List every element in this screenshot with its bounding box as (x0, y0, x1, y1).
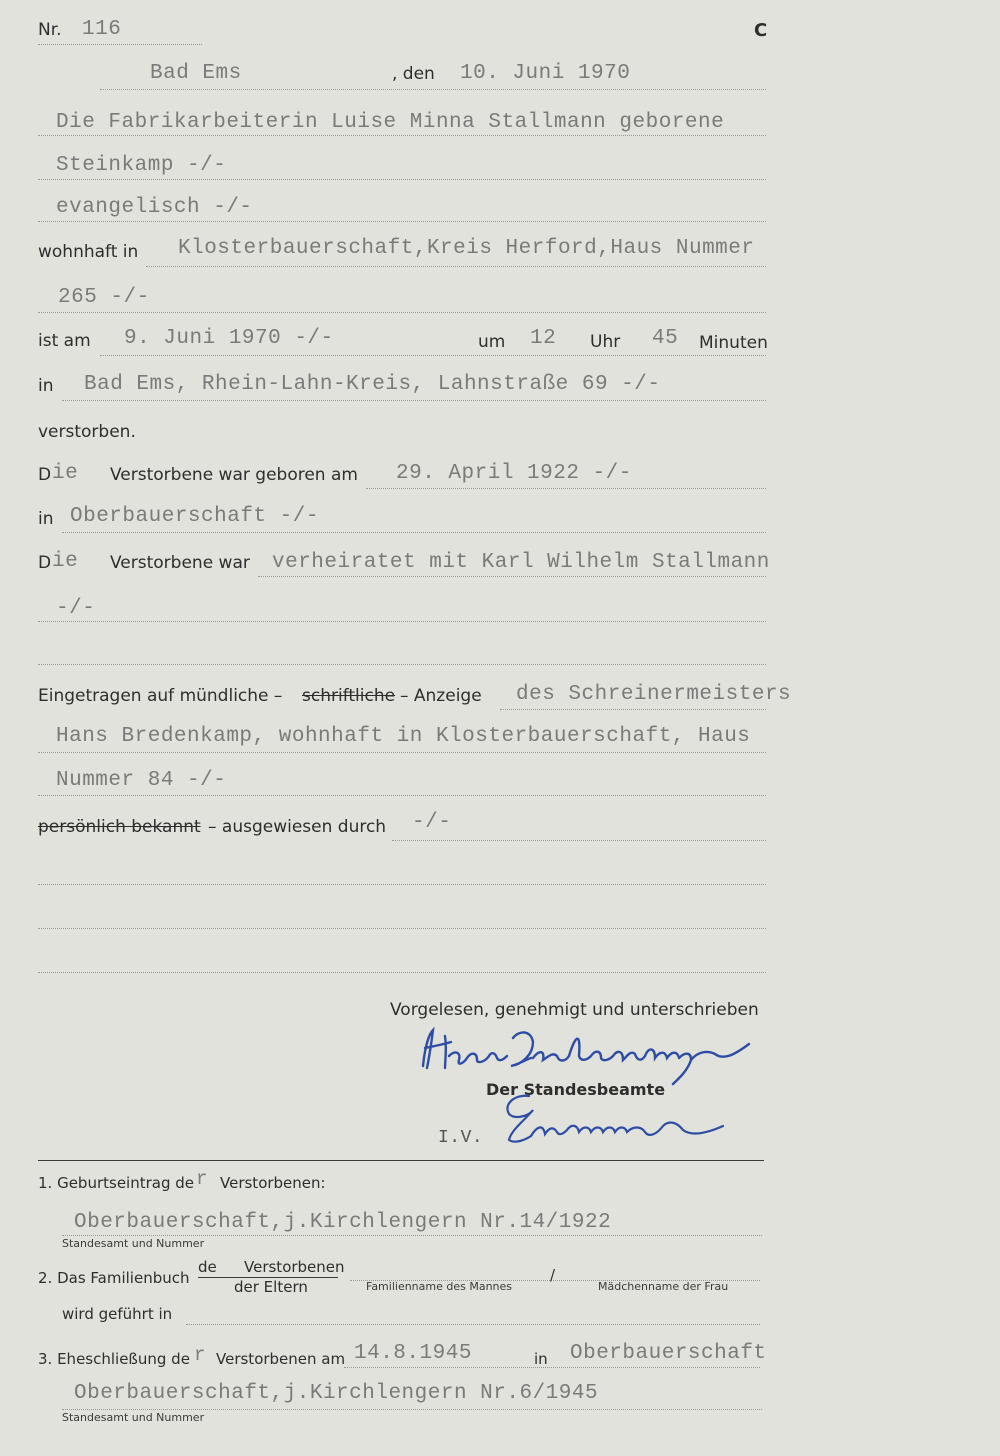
divider (100, 89, 766, 90)
death-minutes: 45 (652, 327, 679, 350)
marital-status: verheiratet mit Karl Wilhelm Stallmann (272, 551, 770, 574)
nr-label: Nr. (38, 20, 62, 40)
divider (38, 664, 766, 665)
register-number: 116 (82, 18, 122, 41)
die-typed: ie (52, 550, 79, 573)
note3-in: in (534, 1350, 548, 1368)
in-label: in (38, 376, 54, 396)
note3-value: Oberbauerschaft,j.Kirchlengern Nr.6/1945 (74, 1382, 599, 1405)
divider (146, 266, 766, 267)
divider (62, 1409, 762, 1410)
divider (38, 44, 202, 45)
divider (100, 355, 766, 356)
note2-label-b: wird geführt in (62, 1305, 173, 1323)
den-label: , den (392, 64, 435, 84)
die-prefix: D (38, 553, 52, 573)
registry-place: Bad Ems (150, 62, 242, 85)
official-signature (495, 1090, 735, 1150)
entry-label-struck: schriftliche (302, 686, 396, 706)
note1-value: Oberbauerschaft,j.Kirchlengern Nr.14/1922 (74, 1211, 612, 1234)
wohnhaft-label: wohnhaft in (38, 242, 139, 262)
divider (38, 752, 766, 753)
die-typed: ie (52, 462, 79, 485)
deceased-name-line2: Steinkamp -/- (56, 154, 227, 177)
informant-line3: Nummer 84 -/- (56, 769, 227, 792)
note1-typed: r (196, 1168, 208, 1190)
known-struck: persönlich bekannt (38, 817, 201, 837)
religion: evangelisch -/- (56, 196, 253, 219)
identified-value: -/- (412, 811, 452, 834)
note2-frac-top: de (198, 1258, 217, 1276)
deceased-name-line1: Die Fabrikarbeiterin Luise Minna Stallmann geborene (56, 111, 725, 134)
divider (38, 312, 766, 313)
divider (38, 884, 766, 885)
registry-date: 10. Juni 1970 (460, 62, 631, 85)
note2-label: 2. Das Familienbuch (38, 1269, 190, 1287)
divider (38, 928, 766, 929)
divider (38, 972, 766, 973)
informant-line1: des Schreinermeisters (516, 683, 792, 706)
um-label: um (478, 332, 506, 352)
residence-line2: 265 -/- (58, 286, 150, 309)
official-title: Der Standesbeamte (486, 1080, 666, 1099)
verstorben-label: verstorben. (38, 422, 136, 442)
corner-letter: C (754, 20, 768, 41)
signature-statement: Vorgelesen, genehmigt und unterschrieben (390, 1000, 759, 1020)
identified-label: – ausgewiesen durch (208, 817, 387, 837)
note3-label: 3. Eheschließung de (38, 1350, 190, 1368)
office-caption: Standesamt und Nummer (62, 1237, 205, 1250)
note3-label-b: Verstorbenen am (216, 1350, 346, 1368)
note2-frac-top2: Verstorbenen (244, 1258, 345, 1276)
die-prefix: D (38, 465, 52, 485)
section-separator (38, 1160, 764, 1161)
note2-frac-bottom: der Eltern (234, 1278, 308, 1296)
divider (392, 840, 766, 841)
birth-date: 29. April 1922 -/- (396, 462, 632, 485)
wife-caption: Mädchenname der Frau (598, 1280, 729, 1293)
entry-label: Eingetragen auf mündliche – (38, 686, 283, 706)
death-hour: 12 (530, 327, 557, 350)
ist-am-label: ist am (38, 331, 91, 351)
divider (344, 1367, 760, 1368)
marital-label: Verstorbene war (110, 553, 250, 573)
divider (258, 576, 766, 577)
divider (366, 488, 766, 489)
death-date: 9. Juni 1970 -/- (124, 327, 334, 350)
minuten-label: Minuten (699, 333, 768, 353)
office-caption: Standesamt und Nummer (62, 1411, 205, 1424)
iv-label: I.V. (438, 1128, 484, 1148)
note1-label-b: Verstorbenen: (220, 1174, 326, 1192)
marital-status-line2: -/- (56, 597, 96, 620)
uhr-label: Uhr (590, 332, 621, 352)
divider (38, 135, 766, 136)
marriage-place: Oberbauerschaft (570, 1342, 767, 1365)
entry-label-anzeige: – Anzeige (400, 686, 482, 706)
divider (62, 1235, 762, 1236)
divider (38, 179, 766, 180)
residence-line1: Klosterbauerschaft,Kreis Herford,Haus Nummer (178, 237, 755, 260)
divider (62, 532, 766, 533)
note3-typed: r (194, 1344, 206, 1366)
divider (62, 400, 766, 401)
informant-line2: Hans Bredenkamp, wohnhaft in Klosterbauerschaft, Haus (56, 725, 751, 748)
note2-slash: / (550, 1266, 556, 1284)
informant-signature (415, 1016, 765, 1086)
divider (500, 709, 766, 710)
husband-caption: Familienname des Mannes (366, 1280, 513, 1293)
divider (186, 1324, 760, 1325)
birth-place: Oberbauerschaft -/- (70, 505, 319, 528)
death-place: Bad Ems, Rhein-Lahn-Kreis, Lahnstraße 69 -/- (84, 373, 661, 396)
divider (38, 621, 766, 622)
divider (38, 221, 766, 222)
divider (38, 795, 766, 796)
born-label: Verstorbene war geboren am (110, 465, 358, 485)
marriage-date: 14.8.1945 (354, 1342, 472, 1365)
note1-label: 1. Geburtseintrag de (38, 1174, 195, 1192)
in-label: in (38, 509, 54, 529)
